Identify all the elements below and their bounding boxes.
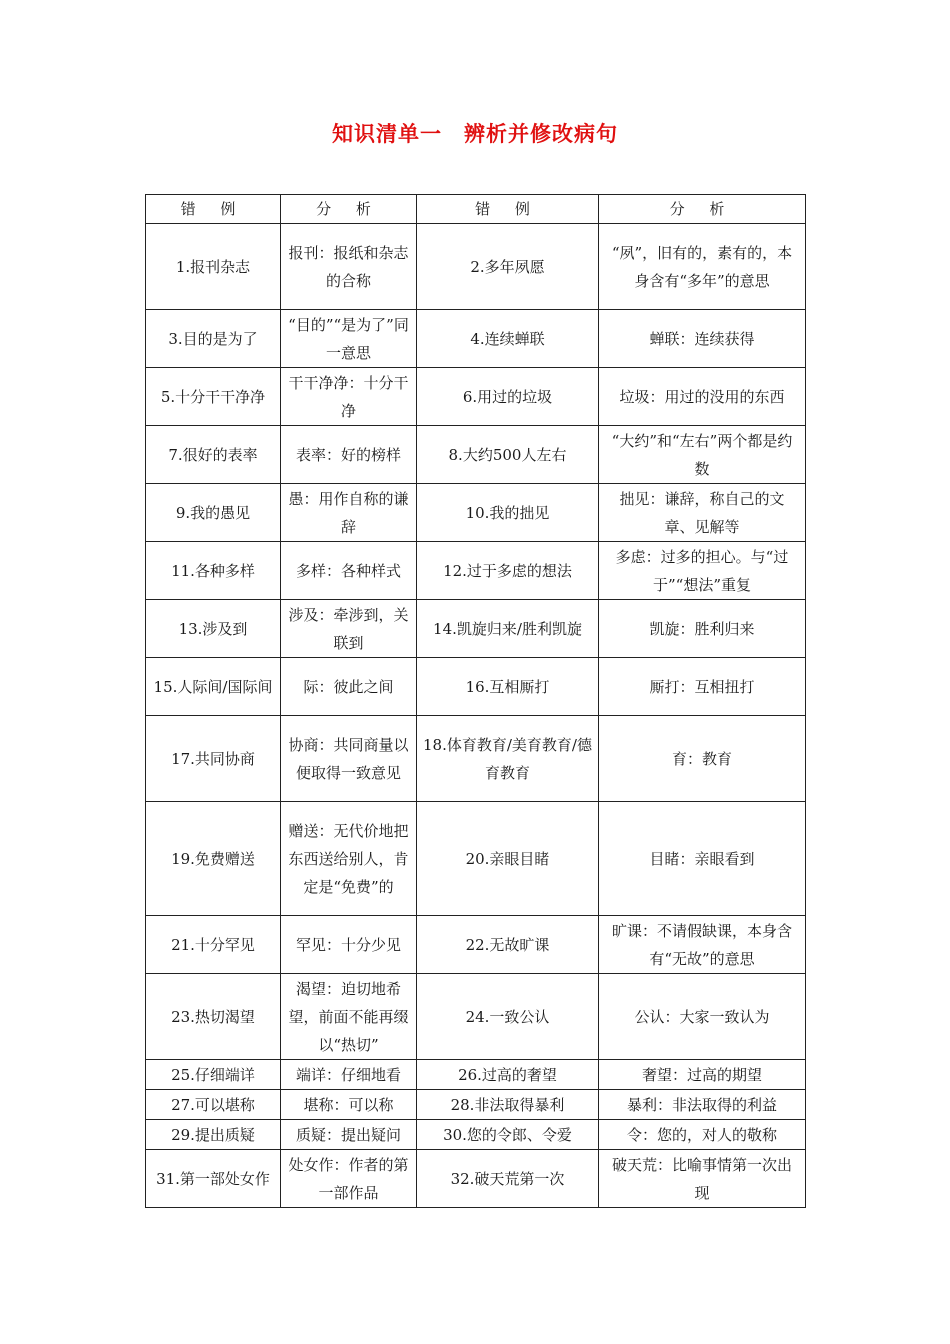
table-cell: 23.热切渴望 (146, 974, 281, 1060)
table-cell: 29.提出质疑 (146, 1120, 281, 1150)
table-cell: 7.很好的表率 (146, 426, 281, 484)
table-cell: 16.互相厮打 (417, 658, 599, 716)
table-cell: 堪称：可以称 (281, 1090, 417, 1120)
table-cell: 蝉联：连续获得 (599, 310, 806, 368)
table-cell: 32.破天荒第一次 (417, 1150, 599, 1208)
table-cell: 凯旋：胜利归来 (599, 600, 806, 658)
table-cell: 多虑：过多的担心。与“过于”“想法”重复 (599, 542, 806, 600)
table-row (146, 716, 806, 802)
table-cell: 11.各种多样 (146, 542, 281, 600)
table-cell: “目的”“是为了”同一意思 (281, 310, 417, 368)
header-cell-example-2: 错 例 (417, 195, 599, 224)
table-cell: 涉及：牵涉到，关联到 (281, 600, 417, 658)
table-cell: 拙见：谦辞，称自己的文章、见解等 (599, 484, 806, 542)
table-cell: 暴利：非法取得的利益 (599, 1090, 806, 1120)
table-cell: 质疑：提出疑问 (281, 1120, 417, 1150)
table-row (146, 224, 806, 310)
table-cell: 30.您的令郎、令爱 (417, 1120, 599, 1150)
table-cell: 破天荒：比喻事情第一次出现 (599, 1150, 806, 1208)
table-cell: 渴望：迫切地希望，前面不能再缀以“热切” (281, 974, 417, 1060)
table-cell: 旷课：不请假缺课，本身含有“无故”的意思 (599, 916, 806, 974)
table-cell: 26.过高的奢望 (417, 1060, 599, 1090)
table-cell: 愚：用作自称的谦辞 (281, 484, 417, 542)
page-title: 知识清单一 辨析并修改病句 (332, 121, 618, 146)
table-row (146, 426, 806, 484)
table-cell: 奢望：过高的期望 (599, 1060, 806, 1090)
table-cell: 17.共同协商 (146, 716, 281, 802)
table-cell: 20.亲眼目睹 (417, 802, 599, 916)
table-cell: 28.非法取得暴利 (417, 1090, 599, 1120)
table-cell: 令：您的，对人的敬称 (599, 1120, 806, 1150)
table-cell: 垃圾：用过的没用的东西 (599, 368, 806, 426)
table-row (146, 1150, 806, 1208)
table-cell: 8.大约500人左右 (417, 426, 599, 484)
table-row (146, 1120, 806, 1150)
table-cell: 报刊：报纸和杂志的合称 (281, 224, 417, 310)
table-row (146, 916, 806, 974)
table-cell: 干干净净：十分干净 (281, 368, 417, 426)
table-cell: 2.多年夙愿 (417, 224, 599, 310)
table-cell: 13.涉及到 (146, 600, 281, 658)
table-row (146, 974, 806, 1060)
table-cell: 24.一致公认 (417, 974, 599, 1060)
table-row (146, 484, 806, 542)
table-row (146, 542, 806, 600)
table-cell: 表率：好的榜样 (281, 426, 417, 484)
table-cell: 10.我的拙见 (417, 484, 599, 542)
table-cell: 厮打：互相扭打 (599, 658, 806, 716)
table-cell: 协商：共同商量以便取得一致意见 (281, 716, 417, 802)
table-row (146, 600, 806, 658)
table-cell: 赠送：无代价地把东西送给别人，肯定是“免费”的 (281, 802, 417, 916)
table-cell: 公认：大家一致认为 (599, 974, 806, 1060)
table-row (146, 310, 806, 368)
table-row (146, 802, 806, 916)
table-cell: 21.十分罕见 (146, 916, 281, 974)
table-cell: 27.可以堪称 (146, 1090, 281, 1120)
error-analysis-table (145, 194, 806, 1208)
table-cell: 端详：仔细地看 (281, 1060, 417, 1090)
header-row (146, 195, 806, 224)
table-cell: 4.连续蝉联 (417, 310, 599, 368)
table-cell: 31.第一部处女作 (146, 1150, 281, 1208)
table-row (146, 1060, 806, 1090)
table-cell: 22.无故旷课 (417, 916, 599, 974)
table-cell: 育：教育 (599, 716, 806, 802)
table-cell: 25.仔细端详 (146, 1060, 281, 1090)
table-cell: 5.十分干干净净 (146, 368, 281, 426)
table-cell: 14.凯旋归来/胜利凯旋 (417, 600, 599, 658)
table-cell: 处女作：作者的第一部作品 (281, 1150, 417, 1208)
table-cell: 1.报刊杂志 (146, 224, 281, 310)
header-cell-analysis-2: 分 析 (599, 195, 806, 224)
table-cell: 目睹：亲眼看到 (599, 802, 806, 916)
table-cell: 19.免费赠送 (146, 802, 281, 916)
header-cell-example-1: 错 例 (146, 195, 281, 224)
table-cell: 多样：各种样式 (281, 542, 417, 600)
table-cell: 9.我的愚见 (146, 484, 281, 542)
table-cell: 际：彼此之间 (281, 658, 417, 716)
table-row (146, 658, 806, 716)
table-row (146, 1090, 806, 1120)
table-cell: 罕见：十分少见 (281, 916, 417, 974)
table-cell: 3.目的是为了 (146, 310, 281, 368)
table-cell: 12.过于多虑的想法 (417, 542, 599, 600)
table-cell: 6.用过的垃圾 (417, 368, 599, 426)
table-cell: 18.体育教育/美育教育/德育教育 (417, 716, 599, 802)
table-cell: “大约”和“左右”两个都是约数 (599, 426, 806, 484)
table-cell: 15.人际间/国际间 (146, 658, 281, 716)
table-cell: “夙”，旧有的，素有的，本身含有“多年”的意思 (599, 224, 806, 310)
table-row (146, 368, 806, 426)
header-cell-analysis-1: 分 析 (281, 195, 417, 224)
